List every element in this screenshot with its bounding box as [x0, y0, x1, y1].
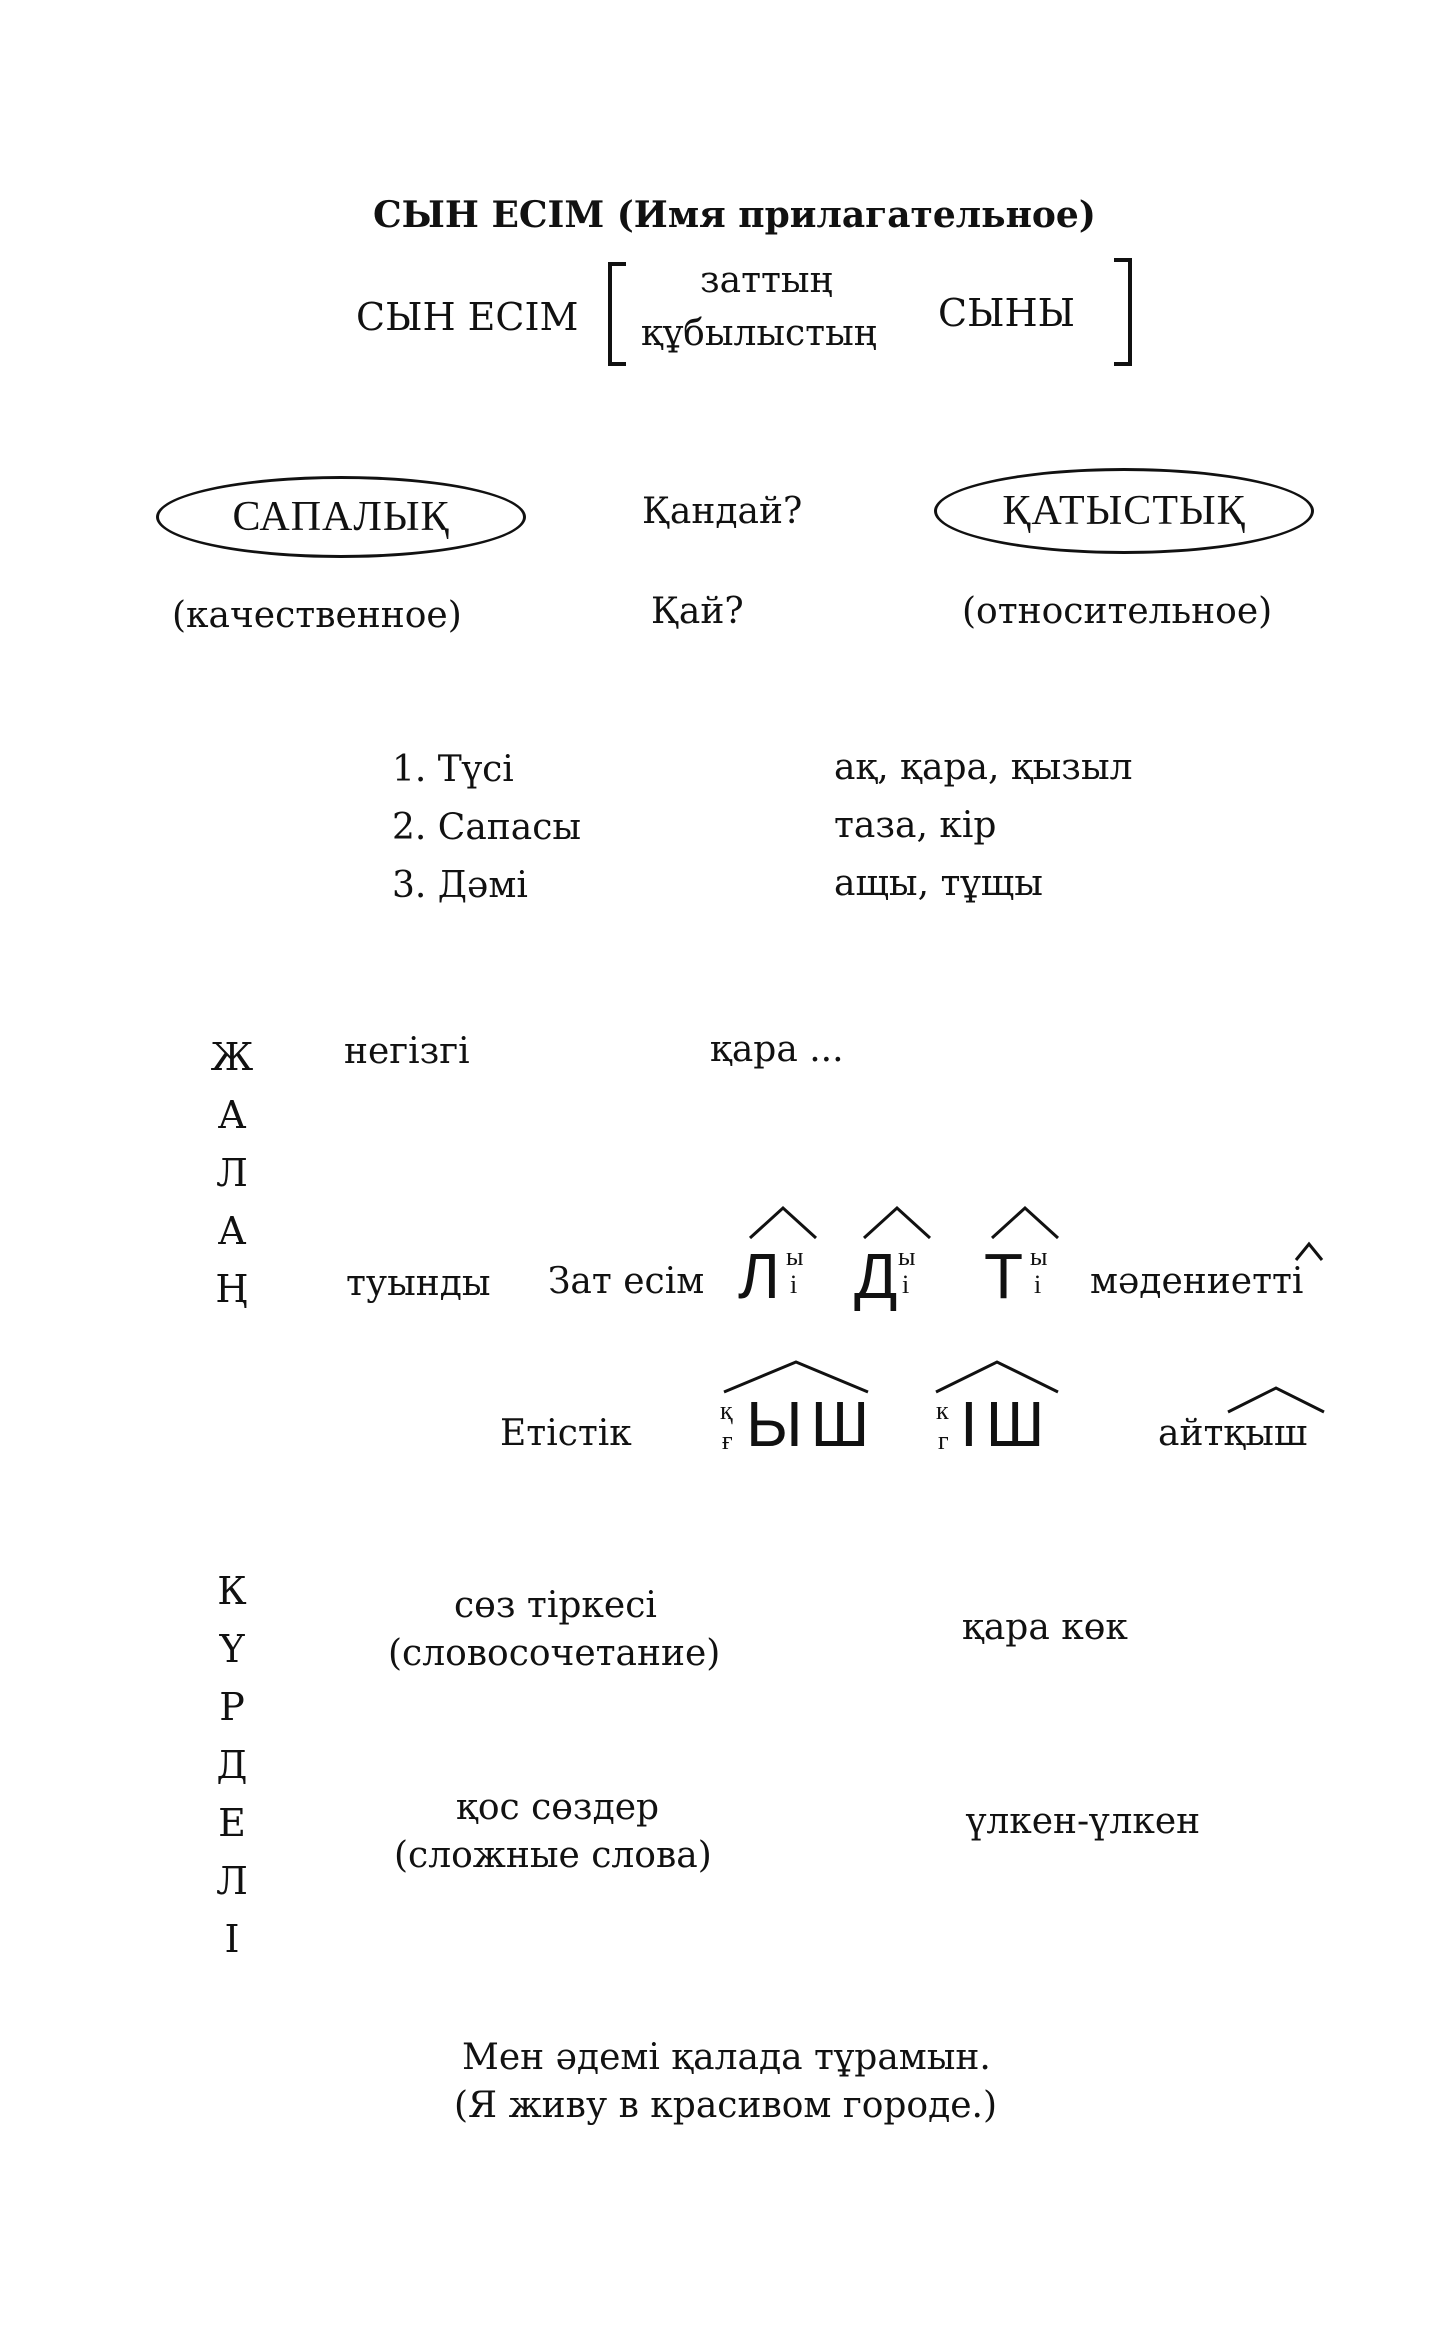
vertical-letter: Р [219, 1685, 245, 1729]
complex-vertical-label [210, 1562, 254, 1968]
verb-example: айтқыш [1158, 1413, 1308, 1454]
verb-suffix-letters: ІШ [960, 1388, 1053, 1460]
suffix-roof-icon [1226, 1386, 1326, 1414]
suffix-roof-icon [748, 1206, 818, 1240]
quality-label-2: 2. Сапасы [392, 807, 582, 848]
noun-example: мәдениетті [1090, 1261, 1304, 1302]
suffix-vowel-top: ы [1030, 1242, 1048, 1271]
compound-example: үлкен-үлкен [966, 1801, 1201, 1842]
qualitative-gloss: (качественное) [172, 595, 462, 636]
suffix-roof-icon [1294, 1242, 1324, 1262]
suffix-letter-d: Д [854, 1240, 898, 1312]
example-sentence-russian: (Я живу в красивом городе.) [454, 2085, 998, 2126]
relative-oval [934, 468, 1314, 554]
relative-gloss: (относительное) [962, 591, 1273, 632]
simple-vertical-label [210, 1028, 254, 1318]
question-which: Қай? [651, 591, 744, 632]
definition-term: СЫН ЕСІМ [356, 295, 579, 339]
quality-examples-1: ақ, қара, қызыл [834, 747, 1133, 788]
vertical-letter: Л [216, 1859, 248, 1903]
vertical-letter: К [217, 1569, 247, 1613]
verb-consonant-top: к [936, 1396, 949, 1425]
phrase-label: сөз тіркесі [454, 1585, 657, 1626]
suffix-vowel-bottom: і [902, 1270, 910, 1299]
compound-gloss: (сложные слова) [394, 1835, 712, 1876]
compound-label: қос сөздер [456, 1787, 660, 1828]
vertical-letter: Ү [219, 1627, 245, 1671]
question-which-kind: Қандай? [642, 491, 803, 532]
quality-label-1: 1. Түсі [392, 749, 514, 790]
suffix-vowel-bottom: і [790, 1270, 798, 1299]
basic-example: қара ... [710, 1029, 844, 1070]
suffix-vowel-bottom: і [1034, 1270, 1042, 1299]
definition-line2: құбылыстың [641, 313, 877, 354]
verb-consonant-bottom: г [938, 1426, 949, 1455]
vertical-letter: А [217, 1093, 247, 1137]
verb-suffix-letters: ЫШ [746, 1388, 878, 1460]
definition-right: СЫНЫ [938, 291, 1075, 335]
page-title: СЫН ЕСІМ (Имя прилагательное) [373, 194, 1096, 236]
suffix-roof-icon [862, 1206, 932, 1240]
phrase-gloss: (словосочетание) [388, 1633, 721, 1674]
left-bracket [608, 262, 626, 366]
suffix-vowel-top: ы [898, 1242, 916, 1271]
qualitative-oval [156, 476, 526, 558]
example-sentence-kazakh: Мен әдемі қалада тұрамын. [462, 2037, 991, 2078]
suffix-letter-t: Т [984, 1240, 1024, 1312]
basic-label: негізгі [344, 1031, 470, 1072]
verb-label: Етістік [500, 1413, 632, 1454]
quality-examples-3: ащы, тұщы [834, 863, 1043, 904]
vertical-letter: А [217, 1209, 247, 1253]
derived-label: туынды [346, 1263, 491, 1304]
vertical-letter: І [224, 1917, 240, 1961]
verb-consonant-bottom: ғ [722, 1426, 733, 1455]
phrase-example: қара көк [962, 1607, 1128, 1648]
noun-label: Зат есім [548, 1261, 705, 1302]
vertical-letter: Л [216, 1151, 248, 1195]
qualitative-label: САПАЛЫҚ [232, 494, 450, 540]
vertical-letter: Ң [215, 1267, 249, 1311]
relative-label: ҚАТЫСТЫҚ [1002, 488, 1246, 534]
vertical-letter: Е [218, 1801, 246, 1845]
verb-consonant-top: қ [720, 1396, 733, 1425]
suffix-vowel-top: ы [786, 1242, 804, 1271]
definition-line1: заттың [700, 260, 833, 301]
quality-label-3: 3. Дәмі [392, 865, 528, 906]
suffix-roof-icon [990, 1206, 1060, 1240]
quality-examples-2: таза, кір [834, 805, 997, 846]
vertical-letter: Ж [210, 1035, 254, 1079]
vertical-letter: Д [216, 1743, 248, 1787]
right-bracket [1114, 258, 1132, 366]
suffix-letter-l: Л [738, 1240, 780, 1312]
